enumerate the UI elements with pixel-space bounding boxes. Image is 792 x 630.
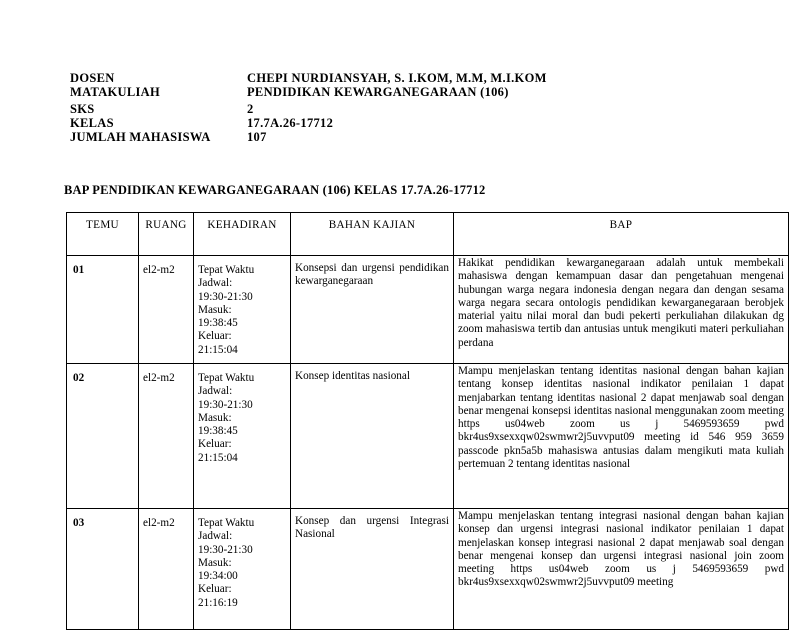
- jadwal-label: Jadwal:: [198, 530, 233, 543]
- ruang-cell: el2-m2: [139, 256, 194, 364]
- dosen-value: CHEPI NURDIANSYAH, S. I.KOM, M.M, M.I.KOM: [247, 71, 547, 85]
- matakuliah-label: MATAKULIAH: [70, 85, 161, 99]
- header-ruang: RUANG: [139, 213, 194, 256]
- jadwal-value: 19:30-21:30: [198, 290, 253, 303]
- header-temu: TEMU: [67, 213, 139, 256]
- header-bahan-kajian: BAHAN KAJIAN: [291, 213, 454, 256]
- masuk-label: Masuk:: [198, 303, 232, 316]
- sks-value: 2: [247, 102, 254, 116]
- jadwal-value: 19:30-21:30: [198, 398, 253, 411]
- kehadiran-cell: [194, 256, 291, 364]
- keluar-value: 21:15:04: [198, 343, 238, 356]
- jumlah-label: JUMLAH MAHASISWA: [70, 130, 211, 144]
- temu-cell: 03: [67, 509, 139, 630]
- header-kehadiran: KEHADIRAN: [194, 213, 291, 256]
- bap-cell: Hakikat pendidikan kewarganegaraan adalah untuk membekali mahasiswa dengan kemampuan dasar dan pengetahuan mengenai hubungan warga negara indonesia dengan negara dan dengan sesama warga negara secara ontologis pendidikan kewarganegaraan berobjek material yaitu nilai moral dan budi pekerti perkuliahan dilakukan dg zoom mahasiswa tertib dan antusias untuk mengikuti materi perkuliahan perdana: [454, 256, 789, 364]
- keluar-value: 21:16:19: [198, 596, 238, 609]
- keluar-value: 21:15:04: [198, 451, 238, 464]
- sks-label: SKS: [70, 102, 95, 116]
- keluar-label: Keluar:: [198, 438, 232, 451]
- bap-cell: Mampu menjelaskan tentang integrasi nasional dengan bahan kajian konsep dan urgensi integrasi nasional indikator penilaian 1 dapat menjelaskan konsep integrasi nasional 2 dapat menjawab soal dengan benar mengenai konsep dan urgensi integrasi nasional join zoom meeting https us04web zoom us j 5469593659 pwd bkr4us9xsexxqw02swmwr2j5uvvput09 meeting: [454, 509, 789, 630]
- table-header-row: [67, 213, 789, 256]
- jumlah-value: 107: [247, 130, 267, 144]
- table-row: [67, 364, 789, 509]
- status-text: Tepat Waktu: [198, 517, 255, 529]
- bahan-kajian-cell: Konsep identitas nasional: [291, 364, 454, 509]
- jadwal-value: 19:30-21:30: [198, 543, 253, 556]
- bap-table: [66, 212, 789, 630]
- matakuliah-value: PENDIDIKAN KEWARGANEGARAAN (106): [247, 85, 509, 99]
- ruang-cell: el2-m2: [139, 509, 194, 630]
- status-text: Tepat Waktu: [198, 264, 255, 276]
- jadwal-label: Jadwal:: [198, 277, 233, 290]
- masuk-value: 19:38:45: [198, 425, 238, 438]
- bap-title: BAP PENDIDIKAN KEWARGANEGARAAN (106) KELAS 17.7A.26-17712: [64, 183, 486, 197]
- ruang-cell: el2-m2: [139, 364, 194, 509]
- kehadiran-cell: [194, 364, 291, 509]
- kelas-value: 17.7A.26-17712: [247, 116, 334, 130]
- bahan-kajian-cell: Konsepsi dan urgensi pendidikan kewarganegaraan: [291, 256, 454, 364]
- status-text: Tepat Waktu: [198, 372, 255, 384]
- keluar-label: Keluar:: [198, 583, 232, 596]
- header-bap: BAP: [454, 213, 789, 256]
- bap-cell: Mampu menjelaskan tentang identitas nasional dengan bahan kajian tentang konsep identitas nasional indikator penilaian 1 dapat menjabarkan tentang identitas nasional 2 dapat menjawab soal dengan benar mengenai konsepsi identitas nasional menggunakan zoom meeting https us04web zoom us j 5469593659 pwd bkr4us9xsexxqw02swmwr2j5uvvput09 meeting id 546 959 3659 passcode pkn5a5b mahasiswa antusias dalam mengikuti mata kuliah pertemuan 2 tentang identitas nasional: [454, 364, 789, 509]
- kelas-label: KELAS: [70, 116, 114, 130]
- kehadiran-cell: [194, 509, 291, 630]
- keluar-label: Keluar:: [198, 330, 232, 343]
- temu-cell: 02: [67, 364, 139, 509]
- masuk-label: Masuk:: [198, 556, 232, 569]
- masuk-value: 19:34:00: [198, 570, 238, 583]
- bahan-kajian-cell: Konsep dan urgensi Integrasi Nasional: [291, 509, 454, 630]
- table-row: [67, 509, 789, 630]
- masuk-label: Masuk:: [198, 411, 232, 424]
- table-row: [67, 256, 789, 364]
- dosen-label: DOSEN: [70, 71, 115, 85]
- masuk-value: 19:38:45: [198, 317, 238, 330]
- jadwal-label: Jadwal:: [198, 385, 233, 398]
- temu-cell: 01: [67, 256, 139, 364]
